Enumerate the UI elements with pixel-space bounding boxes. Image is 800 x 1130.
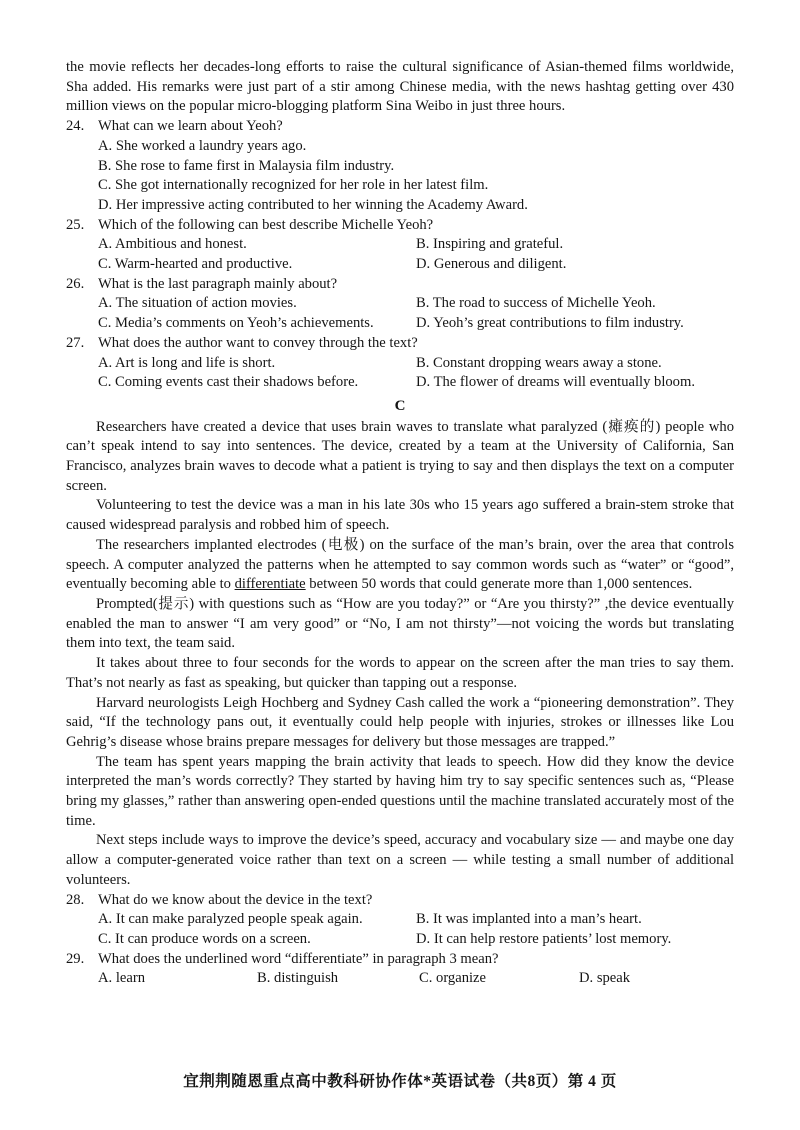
option-d[interactable]: D. The flower of dreams will eventually bloom. (416, 374, 695, 391)
option-b[interactable]: B. She rose to fame first in Malaysia film industry. (98, 157, 395, 174)
question-27 (66, 334, 734, 354)
question-25-options (66, 235, 734, 274)
question-28-options (66, 910, 734, 949)
question-number: 25. (66, 216, 85, 233)
option-b[interactable]: B. The road to success of Michelle Yeoh. (416, 295, 656, 312)
paragraph-text: between 50 words that could generate more than 1,000 sentences. (305, 576, 693, 593)
question-stem: Which of the following can best describe Michelle Yeoh? (98, 216, 434, 233)
option-a[interactable]: A. Art is long and life is short. (98, 354, 276, 371)
passage-c-paragraph-8: Next steps include ways to improve the device’s speed, accuracy and vocabulary size — and maybe one day allow a computer-generated voice rather than text on a screen — while testing a small number of additional volunteers. (66, 832, 734, 888)
question-stem: What do we know about the device in the text? (98, 891, 373, 908)
option-d[interactable]: D. Yeoh’s great contributions to film industry. (416, 315, 684, 332)
option-c[interactable]: C. Coming events cast their shadows before. (98, 374, 359, 391)
option-a[interactable]: A. Ambitious and honest. (98, 236, 247, 253)
paragraph-text: The researchers implanted electrodes (电极) on the surface of the man’s brain, over the area that controls speech. A computer analyzed the patterns when he attempted to say common words such as “water” or “good”, eventually becoming able to (66, 536, 734, 593)
passage-c-paragraph-6: Harvard neurologists Leigh Hochberg and Sydney Cash called the work a “pioneering demonstration”. They said, “If the technology pans out, it eventually could help people with injuries, strokes or illnesses like Lou Gehrig’s disease whose brains prepare messages for delivery but those messages are trapped.” (66, 694, 734, 750)
passage-c-paragraph-5: It takes about three to four seconds for the words to appear on the screen after the man tries to say them. That’s not nearly as fast as speaking, but quicker than tapping out a response. (66, 655, 734, 691)
passage-b-ending: the movie reflects her decades-long efforts to raise the cultural significance of Asian-themed films worldwide, Sha added. His remarks were just part of a stir among Chinese media, with the news hashtag getting over 430 million views on the popular micro-blogging platform Sina Weibo in just three hours. (66, 59, 734, 115)
passage-c-paragraph-7: The team has spent years mapping the brain activity that leads to speech. How did they know the device interpreted the man’s words correctly? They started by having him try to say specific sentences such as, “Please bring my glasses,” rather than answering open-ended questions until the machine translated accurately most of the time. (66, 753, 734, 829)
option-d[interactable]: D. speak (579, 970, 631, 987)
passage-c-paragraph-3 (66, 536, 734, 595)
option-c[interactable]: C. It can produce words on a screen. (98, 930, 311, 947)
underlined-word: differentiate (234, 576, 306, 593)
option-b[interactable]: B. Inspiring and grateful. (416, 236, 564, 253)
question-stem: What does the author want to convey through the text? (98, 334, 418, 351)
question-27-options (66, 354, 734, 393)
option-d[interactable]: D. It can help restore patients’ lost memory. (416, 930, 672, 947)
question-number: 27. (66, 334, 85, 351)
option-c[interactable]: C. Media’s comments on Yeoh’s achievements. (98, 315, 374, 332)
question-24 (66, 117, 734, 137)
option-a[interactable]: A. The situation of action movies. (98, 295, 297, 312)
question-number: 24. (66, 118, 85, 135)
question-stem: What can we learn about Yeoh? (98, 118, 283, 135)
page-footer: 宜荆荆随恩重点高中教科研协作体*英语试卷（共8页）第 4 页 (183, 1073, 617, 1090)
question-26-options (66, 294, 734, 333)
question-29 (66, 950, 734, 970)
option-c[interactable]: C. She got internationally recognized for her role in her latest film. (98, 177, 489, 194)
option-d[interactable]: D. Her impressive acting contributed to her winning the Academy Award. (98, 196, 528, 213)
section-c-heading: C (394, 397, 406, 414)
option-a[interactable]: A. She worked a laundry years ago. (98, 137, 307, 154)
question-number: 28. (66, 891, 85, 908)
question-24-options (66, 137, 734, 216)
option-d[interactable]: D. Generous and diligent. (416, 256, 567, 273)
question-stem: What is the last paragraph mainly about? (98, 275, 338, 292)
question-26 (66, 275, 734, 295)
question-28 (66, 891, 734, 911)
question-number: 26. (66, 275, 85, 292)
question-stem: What does the underlined word “differentiate” in paragraph 3 mean? (98, 950, 499, 967)
option-c[interactable]: C. organize (419, 970, 487, 987)
option-a[interactable]: A. It can make paralyzed people speak again. (98, 911, 363, 928)
option-b[interactable]: B. distinguish (257, 970, 339, 987)
question-number: 29. (66, 950, 85, 967)
question-29-options (66, 969, 734, 989)
passage-c-paragraph-1: Researchers have created a device that uses brain waves to translate what paralyzed (瘫痪的) people who can’t speak intend to say into sentences. The device, created by a team at the University of California, San Francisco, analyzes brain waves to decode what a patient is trying to say and then displays the text on a computer screen. (66, 418, 734, 494)
passage-c-paragraph-2: Volunteering to test the device was a man in his late 30s who 15 years ago suffered a brain-stem stroke that caused widespread paralysis and robbed him of speech. (66, 497, 734, 534)
question-25 (66, 216, 734, 236)
option-b[interactable]: B. Constant dropping wears away a stone. (416, 354, 662, 371)
option-a[interactable]: A. learn (98, 970, 146, 987)
exam-page-content (66, 58, 734, 989)
passage-c-paragraph-4: Prompted(提示) with questions such as “How are you today?” or “Are you thirsty?” ,the device eventually enabled the man to answer “I am very good” or “No, I am not thirsty”—not voicing the words but translating them into text, the team said. (66, 595, 734, 652)
option-c[interactable]: C. Warm-hearted and productive. (98, 256, 293, 273)
option-b[interactable]: B. It was implanted into a man’s heart. (416, 911, 642, 928)
